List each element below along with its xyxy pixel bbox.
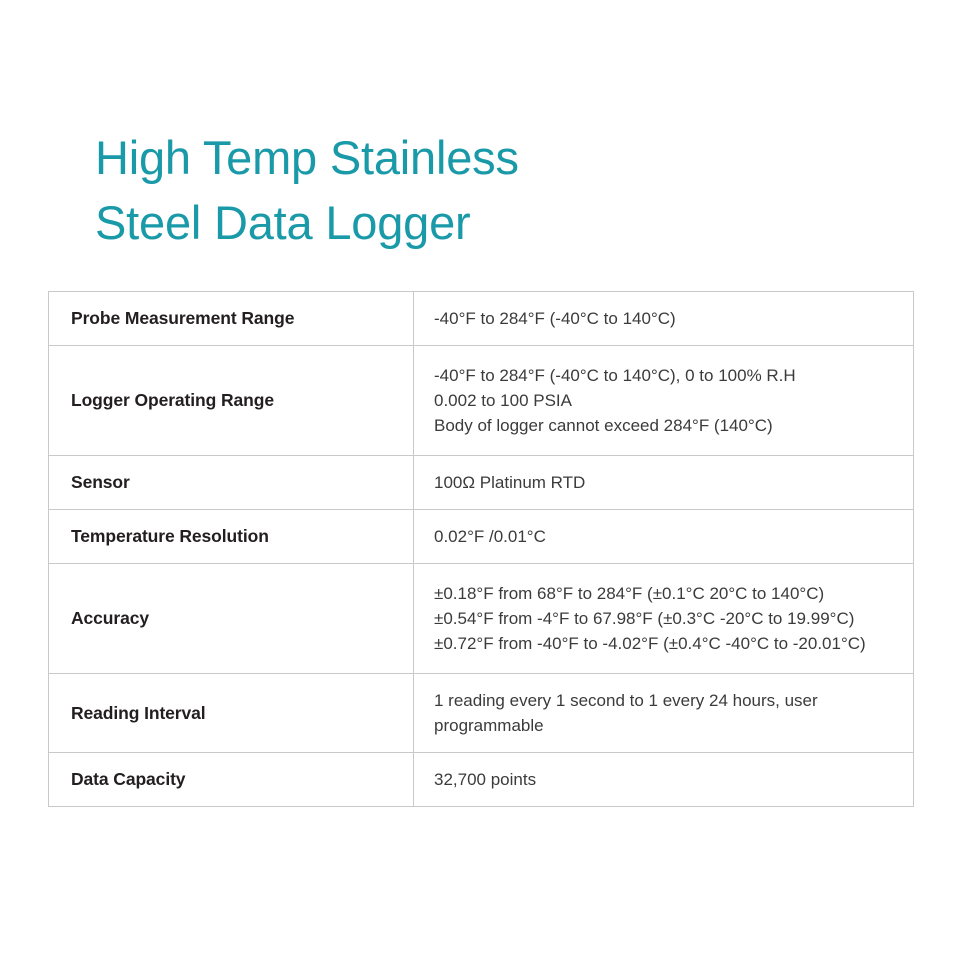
spec-value-line: 0.02°F /0.01°C <box>434 527 546 546</box>
spec-label: Probe Measurement Range <box>49 292 414 346</box>
spec-value <box>414 674 914 753</box>
spec-value-line: 0.002 to 100 PSIA <box>434 391 572 410</box>
table-row <box>49 456 914 510</box>
spec-value-line: 1 reading every 1 second to 1 every 24 hours, user <box>434 691 818 710</box>
table-row <box>49 510 914 564</box>
spec-value <box>414 346 914 456</box>
spec-value-line: 32,700 points <box>434 770 537 789</box>
specifications-table <box>48 291 914 807</box>
spec-value-line: -40°F to 284°F (-40°C to 140°C), 0 to 100% R.H <box>434 366 796 385</box>
spec-value <box>414 292 914 346</box>
spec-value-line: ±0.18°F from 68°F to 284°F (±0.1°C 20°C to 140°C) <box>434 584 825 603</box>
spec-value <box>414 753 914 807</box>
table-row <box>49 346 914 456</box>
spec-value-line: 100Ω Platinum RTD <box>434 473 586 492</box>
spec-label: Data Capacity <box>49 753 414 807</box>
spec-label: Accuracy <box>49 564 414 674</box>
spec-value <box>414 564 914 674</box>
table-row <box>49 674 914 753</box>
page-title-line-2: Steel Data Logger <box>95 196 471 250</box>
table-row <box>49 564 914 674</box>
spec-value-line: programmable <box>434 716 544 735</box>
spec-label: Logger Operating Range <box>49 346 414 456</box>
spec-value-line: Body of logger cannot exceed 284°F (140°C) <box>434 416 773 435</box>
spec-label: Reading Interval <box>49 674 414 753</box>
spec-value <box>414 456 914 510</box>
table-row <box>49 753 914 807</box>
spec-value <box>414 510 914 564</box>
page-title <box>95 125 735 255</box>
spec-label: Temperature Resolution <box>49 510 414 564</box>
spec-value-line: -40°F to 284°F (-40°C to 140°C) <box>434 309 676 328</box>
spec-value-line: ±0.72°F from -40°F to -4.02°F (±0.4°C -40°C to -20.01°C) <box>434 634 866 653</box>
table-row <box>49 292 914 346</box>
spec-label: Sensor <box>49 456 414 510</box>
spec-value-line: ±0.54°F from -4°F to 67.98°F (±0.3°C -20°C to 19.99°C) <box>434 609 855 628</box>
specifications-table-body <box>49 292 914 807</box>
page-title-line-1: High Temp Stainless <box>95 131 519 185</box>
